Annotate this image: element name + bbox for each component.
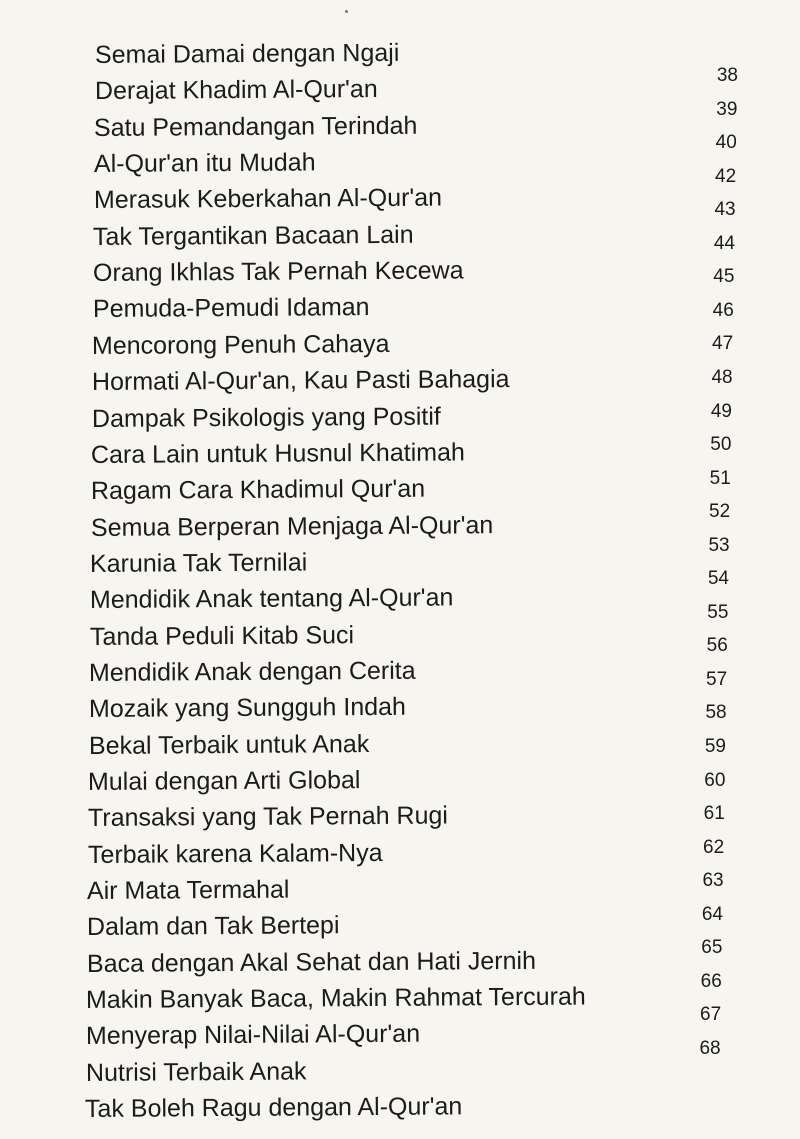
toc-entry-title: Baca dengan Akal Sehat dan Hati Jernih: [86, 946, 536, 978]
toc-entry-title: Nutrisi Terbaik Anak: [85, 1057, 307, 1087]
toc-entry-page-number: 38: [716, 65, 738, 86]
toc-entry-title: Dampak Psikologis yang Positif: [91, 402, 441, 433]
toc-entry-title: Cara Lain untuk Husnul Khatimah: [91, 438, 466, 469]
page-speck: [345, 10, 348, 13]
toc-entry-page-number: 53: [708, 534, 730, 556]
toc-entry-page-number: 61: [703, 803, 725, 825]
toc-entry-title: Merasuk Keberkahan Al-Qur'an: [93, 183, 442, 215]
toc-entry-title: Makin Banyak Baca, Makin Rahmat Tercurah: [86, 982, 587, 1015]
toc-entry-title: Semai Damai dengan Ngaji: [94, 38, 400, 69]
toc-entry-title: Bekal Terbaik untuk Anak: [88, 729, 370, 760]
toc-entry-title: Tanda Peduli Kitab Suci: [89, 620, 354, 651]
toc-entry-title: Tak Boleh Ragu dengan Al-Qur'an: [85, 1092, 463, 1124]
toc-entry-title: Mendidik Anak tentang Al-Qur'an: [89, 583, 454, 615]
toc-entry-page-number: 42: [715, 165, 737, 187]
toc-entry-page-number: 60: [704, 769, 726, 791]
toc-entry-title: Hormati Al-Qur'an, Kau Pasti Bahagia: [91, 365, 510, 397]
toc-entry-page-number: 62: [703, 836, 725, 858]
toc-entry-page-number: 58: [705, 702, 727, 724]
toc-entry-page-number: 63: [702, 870, 724, 892]
toc-entry-page-number: 40: [715, 132, 737, 154]
toc-entry-page-number: 68: [699, 1037, 721, 1059]
toc-entry-page-number: 46: [712, 299, 734, 321]
toc-entry-page-number: 55: [707, 601, 729, 623]
toc-entry-title: Mendidik Anak dengan Cerita: [89, 656, 417, 687]
toc-entry-title: Derajat Khadim Al-Qur'an: [94, 75, 378, 106]
toc-entry-title: Menyerap Nilai-Nilai Al-Qur'an: [85, 1020, 421, 1051]
toc-entry-title: Karunia Tak Ternilai: [90, 548, 308, 578]
toc-entry-title: Al-Qur'an itu Mudah: [93, 148, 316, 179]
toc-entry-title: Satu Pemandangan Terindah: [94, 111, 418, 142]
toc-entry-title: Orang Ikhlas Tak Pernah Kecewa: [92, 256, 464, 288]
toc-entry-page-number: 44: [713, 232, 735, 254]
toc-entry-page-number: 43: [714, 199, 736, 221]
toc-entry-title: Transaksi yang Tak Pernah Rugi: [87, 801, 449, 833]
toc-entry-page-number: 54: [707, 568, 729, 590]
toc-entry-title: Pemuda-Pemudi Idaman: [92, 293, 370, 324]
toc-entry-page-number: 45: [713, 266, 735, 288]
toc-entry-page-number: 52: [709, 501, 731, 523]
toc-entry-title: Air Mata Termahal: [87, 875, 290, 906]
toc-entry-page-number: 49: [710, 400, 732, 422]
toc-entry-title: Mencorong Penuh Cahaya: [92, 329, 390, 360]
toc-entry-page-number: 59: [704, 736, 726, 757]
toc-entry-title: Ragam Cara Khadimul Qur'an: [90, 474, 426, 506]
toc-entry-page-number: 48: [711, 366, 733, 388]
toc-entry-title: Mulai dengan Arti Global: [88, 766, 361, 796]
toc-entry-title: Tak Tergantikan Bacaan Lain: [93, 220, 415, 251]
toc-entry-title: Terbaik karena Kalam-Nya: [87, 838, 383, 869]
toc-entry-title: Semua Berperan Menjaga Al-Qur'an: [90, 510, 494, 542]
toc-entry-page-number: 66: [700, 970, 722, 992]
toc-entry-title: Mozaik yang Sungguh Indah: [88, 693, 407, 724]
toc-entry-page-number: 64: [701, 903, 723, 925]
toc-entry-page-number: 51: [709, 467, 731, 489]
toc-entry-page-number: 65: [701, 937, 723, 959]
toc-entry-page-number: 50: [710, 434, 732, 456]
toc-entry-page-number: 67: [700, 1004, 722, 1026]
toc-entry-page-number: 39: [716, 98, 738, 120]
toc-entry-page-number: 56: [706, 635, 728, 657]
toc-entry-page-number: 57: [706, 668, 728, 690]
toc-entry-title: Dalam dan Tak Bertepi: [86, 911, 340, 942]
toc-entry-page-number: 47: [712, 333, 734, 355]
